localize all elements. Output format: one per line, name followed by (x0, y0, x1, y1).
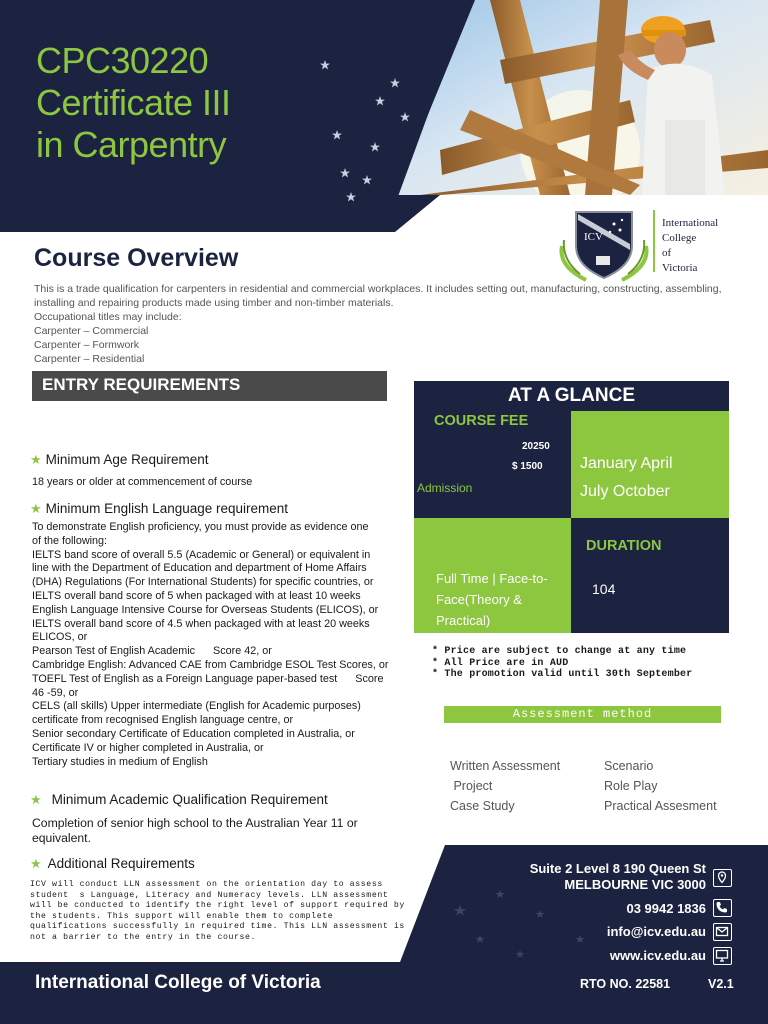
english-line: Tertiary studies in medium of English (32, 755, 208, 768)
occupational-intro: Occupational titles may include: (34, 311, 182, 323)
rto-number: RTO NO. 22581 (580, 977, 671, 991)
star-icon: ★ (30, 856, 42, 871)
english-line: (DHA) Regulations (For International Students) for specific countries, or (32, 576, 374, 589)
star-icon: ★ (30, 501, 42, 516)
study-mode: Full Time | Face-to-Face(Theory & Practical) (436, 571, 548, 628)
english-line: certificate from recognised English language centre, or (32, 714, 294, 727)
occupation-item: Carpenter – Formwork (34, 339, 140, 351)
academic-requirement-text (32, 816, 412, 846)
english-line: 46 -59, or (32, 686, 79, 699)
english-line: IELTS overall band score of 4.5 when packaged with at least 20 weeks (32, 617, 370, 630)
english-line: Cambridge English: Advanced CAE from Cambridge ESOL Test Scores, or (32, 658, 389, 671)
english-line: TOEFL Test of English as a Foreign Language paper-based test Score (32, 672, 384, 685)
document-version: V2.1 (708, 977, 734, 991)
overview-description: This is a trade qualification for carpenters in residential and commercial workplaces. It includes setting out, manufacturing, constructing, assembling, installing and repairing products made using timber and non-timber materials. (34, 283, 722, 309)
address-line1: Suite 2 Level 8 190 Queen St (529, 861, 706, 876)
english-line: ELICOS, or (32, 631, 88, 644)
overview-heading: Course Overview (34, 244, 239, 272)
assessment-item: Written Assessment (450, 759, 561, 773)
logo-name-line: College (662, 232, 697, 244)
academic-heading-text: Minimum Academic Qualification Requirement (51, 792, 328, 807)
course-title (36, 40, 366, 166)
english-line: IELTS band score of overall 5.5 (Academic or General) or equivalent in (32, 548, 371, 561)
web-monitor-icon (713, 947, 732, 965)
additional-heading-text: Additional Requirements (47, 856, 195, 871)
logo-divider (653, 210, 655, 272)
phone-icon (713, 899, 732, 917)
english-line: Senior secondary Certificate of Education completed in Australia, or (32, 727, 355, 740)
overview-body (34, 282, 734, 366)
footer-college-name: International College of Victoria (35, 972, 321, 993)
website-link[interactable]: www.icv.edu.au (609, 948, 706, 963)
duration-value: 104 (592, 581, 616, 597)
logo-name-line: of (662, 247, 672, 259)
intake-dates (580, 450, 725, 506)
price-note: * The promotion valid until 30th September (432, 669, 693, 680)
logo-letter-i: ICV (584, 231, 603, 243)
english-line: To demonstrate English proficiency, you must provide as evidence one (32, 521, 369, 533)
english-line: Certificate IV or higher completed in Australia, or (32, 741, 264, 754)
address-line2: MELBOURNE VIC 3000 (564, 877, 706, 892)
assessment-item: Project (450, 779, 493, 793)
course-name-line2: in Carpentry (36, 124, 227, 165)
assessment-item: Case Study (450, 799, 515, 813)
location-pin-icon (713, 869, 732, 887)
email-address[interactable]: info@icv.edu.au (606, 924, 706, 939)
additional-line: qualifications successfully in required time. This LLN assessment is (30, 922, 405, 932)
english-requirement-heading (30, 501, 288, 517)
additional-line: will be conducted to identify the right level of support required by (30, 901, 405, 911)
age-requirement-text: 18 years or older at commencement of course (32, 476, 253, 488)
course-fee-code: 20250 (522, 441, 550, 452)
star-icon: ★ (30, 452, 42, 467)
price-note: * Price are subject to change at any time (432, 646, 687, 657)
english-line: line with the Department of Education and department of Home Affairs (32, 562, 367, 575)
english-requirement-list (32, 521, 417, 769)
intake-line: July October (580, 483, 670, 500)
additional-line: ICV will conduct LLN assessment on the orientation day to assess (30, 880, 383, 889)
english-heading-text: Minimum English Language requirement (45, 501, 289, 516)
english-line: Pearson Test of English Academic Score 42, or (32, 645, 272, 658)
phone-number[interactable]: 03 9942 1836 (626, 901, 706, 916)
english-line: English Language Intensive Course for Overseas Students (ELICOS), or (32, 603, 379, 616)
email-icon (713, 923, 732, 941)
course-code: CPC30220 (36, 40, 209, 81)
additional-line: not a barrier to the entry in the course. (30, 932, 257, 942)
academic-requirement-heading (30, 792, 328, 808)
age-heading-text: Minimum Age Requirement (45, 452, 209, 467)
admission-label: Admission (417, 481, 473, 495)
intake-line: January April (580, 455, 673, 472)
course-name-line1: Certificate III (36, 82, 231, 123)
logo-name-line: Victoria (662, 262, 698, 274)
icv-shield-logo (556, 206, 652, 284)
price-notes (432, 646, 732, 681)
age-requirement-heading (30, 452, 208, 468)
star-icon: ★ (30, 792, 42, 807)
academic-line: equivalent. (32, 831, 91, 845)
english-line: IELTS overall band score of 5 when packaged with at least 10 weeks (32, 589, 361, 602)
logo-college-name (662, 216, 762, 276)
price-note: * All Price are in AUD (432, 657, 569, 669)
additional-line: the students. This support will enable them to complete (30, 911, 334, 921)
entry-requirements-banner: ENTRY REQUIREMENTS (32, 371, 387, 401)
academic-line: Completion of senior high school to the Australian Year 11 or (32, 816, 358, 830)
assessment-item: Practical Assesment (604, 799, 717, 813)
duration-cell (571, 518, 729, 633)
occupation-item: Carpenter – Commercial (34, 325, 149, 337)
course-fee-label: COURSE FEE (434, 413, 529, 429)
assessment-item: Role Play (604, 779, 658, 793)
logo-name-line: International (662, 217, 719, 229)
assessment-method-heading: Assessment method (444, 706, 721, 723)
duration-label: DURATION (586, 538, 662, 554)
at-a-glance-heading: AT A GLANCE (414, 381, 729, 411)
assessment-item: Scenario (604, 759, 654, 773)
english-line: of the following: (32, 534, 108, 547)
course-fee-amount: $ 1500 (512, 461, 543, 472)
additional-line: student s Language, Literacy and Numeracy levels. LLN assessment (30, 890, 389, 900)
occupation-item: Carpenter – Residential (34, 353, 145, 365)
english-line: CELS (all skills) Upper intermediate (English for Academic purposes) (32, 700, 361, 713)
